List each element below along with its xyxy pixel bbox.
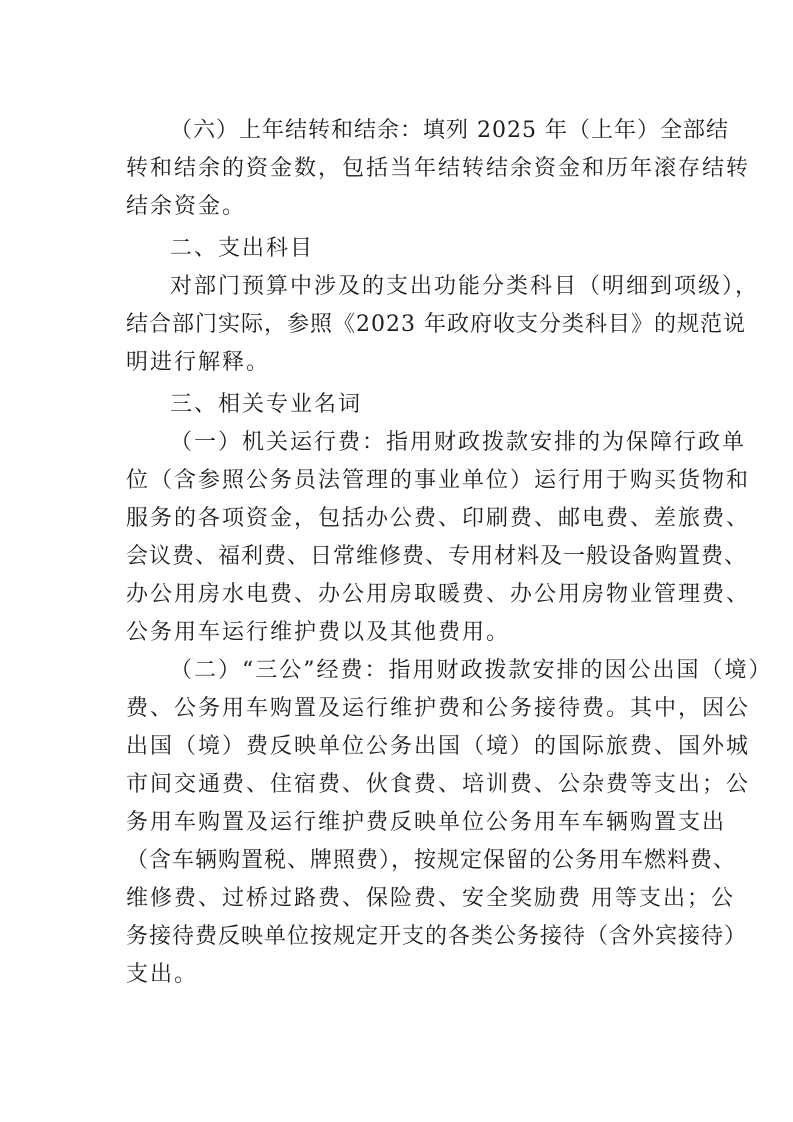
text-line: 转和结余的资金数，包括当年结转结余资金和历年滚存结转: [126, 156, 751, 181]
text-line: 对部门预算中涉及的支出功能分类科目（明细到项级），: [170, 274, 760, 299]
text-line: 务接待费反映单位按规定开支的各类公务接待（含外宾接待）: [126, 924, 748, 949]
text-line: 支出。: [126, 962, 199, 987]
text-line: 结余资金。: [126, 194, 247, 219]
text-line: （含车辆购置税、牌照费），按规定保留的公务用车燃料费、: [126, 848, 737, 873]
text-line: （六）上年结转和结余：填列 2025 年（上年）全部结: [170, 118, 729, 143]
text-line: 务用车购置及运行维护费反映单位公务用车车辆购置支出: [126, 810, 727, 835]
text-line: 办公用房水电费、办公用房取暖费、办公用房物业管理费、: [126, 582, 751, 607]
section-heading: 三、相关专业名词: [170, 392, 363, 417]
text-line: 服务的各项资金，包括办公费、印刷费、邮电费、差旅费、: [126, 506, 751, 531]
text-line: 公务用车运行维护费以及其他费用。: [126, 620, 511, 645]
text-line: 市间交通费、住宿费、伙食费、培训费、公杂费等支出；公: [126, 772, 751, 797]
text-line: （二）“三公”经费：指用财政拨款安排的因公出国（境）: [170, 658, 773, 683]
section-heading: 二、支出科目: [170, 236, 315, 261]
text-line: 位（含参照公务员法管理的事业单位）运行用于购买货物和: [126, 468, 751, 493]
text-line: 结合部门实际，参照《2023 年政府收支分类科目》的规范说: [126, 312, 746, 337]
text-line: 出国（境）费反映单位公务出国（境）的国际旅费、国外城: [126, 734, 751, 759]
text-line: 维修费、过桥过路费、保险费、安全奖励费 用等支出；公: [126, 886, 735, 911]
text-line: 明进行解释。: [126, 350, 271, 375]
text-line: 费、公务用车购置及运行维护费和公务接待费。其中，因公: [126, 696, 751, 721]
text-line: （一）机关运行费：指用财政拨款安排的为保障行政单: [170, 430, 747, 455]
text-line: 会议费、福利费、日常维修费、专用材料及一般设备购置费、: [126, 544, 748, 569]
document-body: [126, 112, 773, 994]
